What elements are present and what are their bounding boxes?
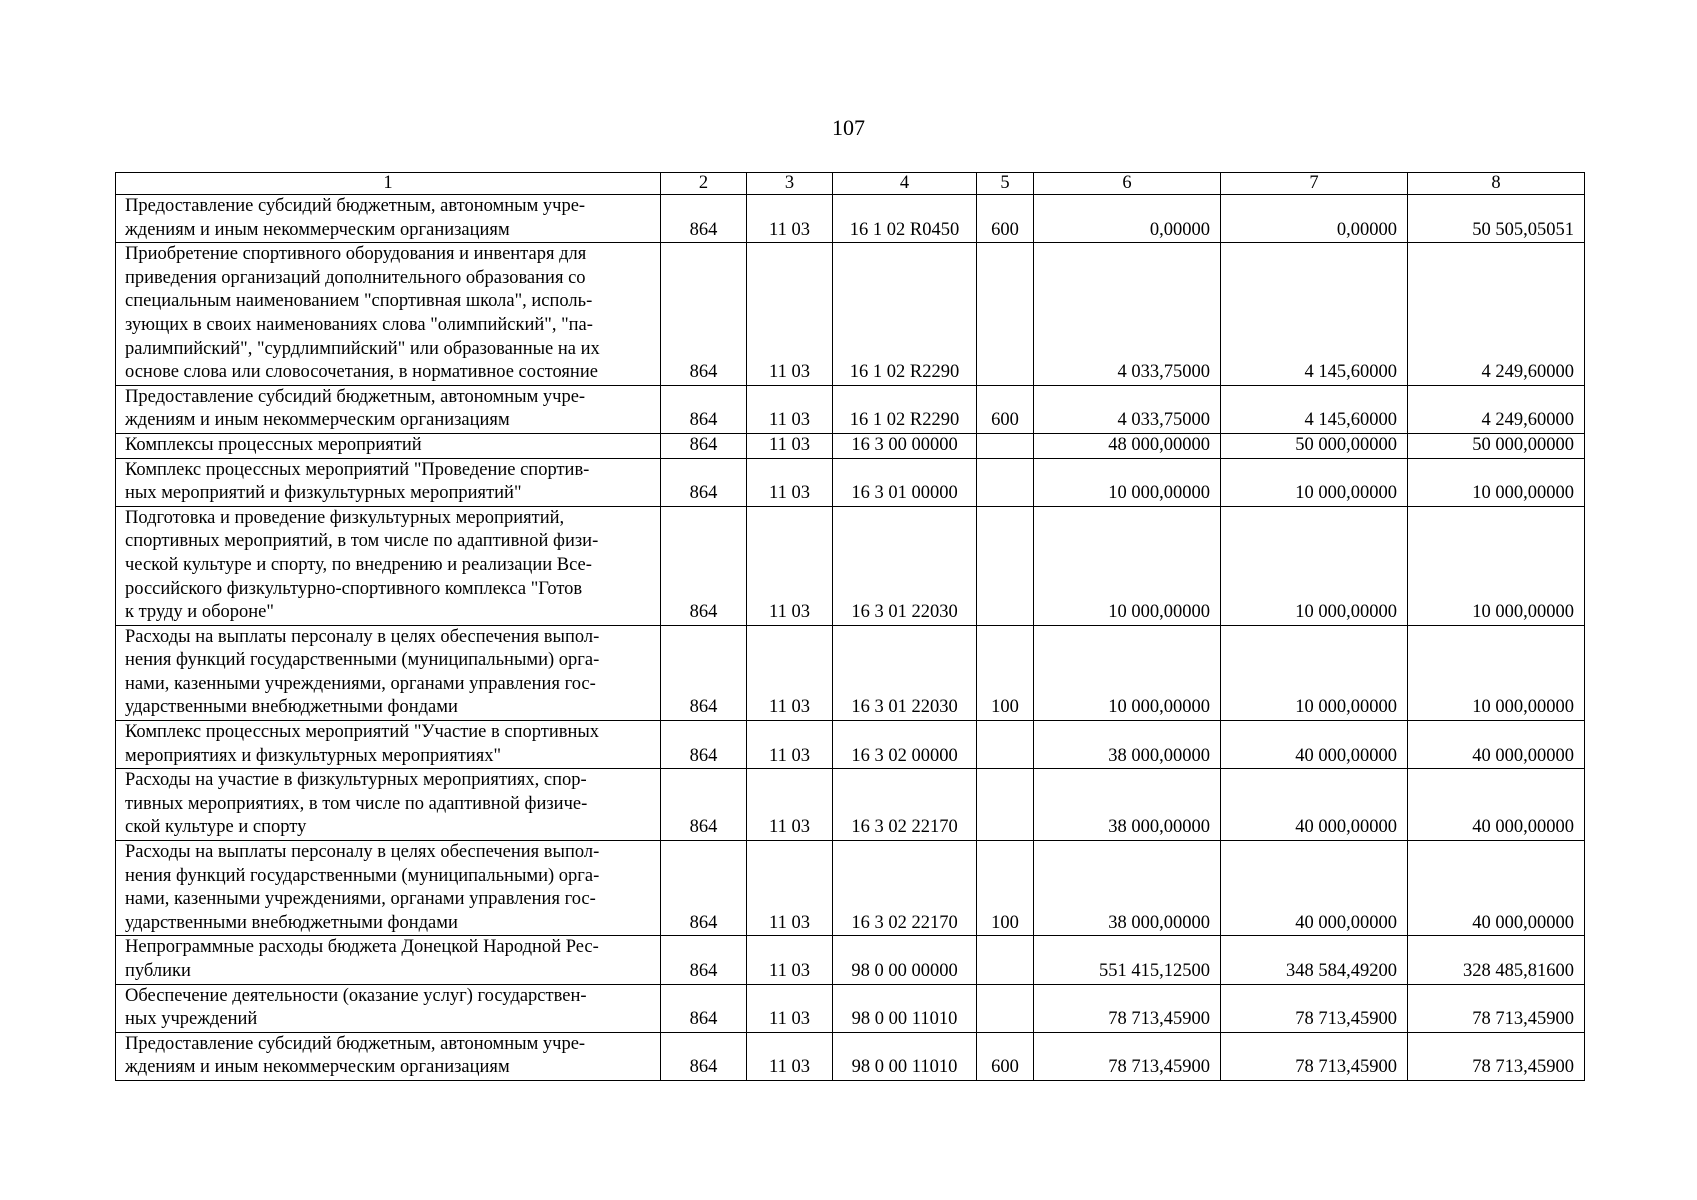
item-name-cell [116, 243, 661, 386]
target-article-cell: 16 3 01 00000 [833, 458, 977, 506]
item-name-line: Расходы на выплаты персоналу в целях обеспечения выпол- [125, 842, 600, 863]
amount-cell-6: 4 033,75000 [1034, 243, 1221, 386]
amount-cell-6: 10 000,00000 [1034, 458, 1221, 506]
item-name-line: ралимпийский", "сурдлимпийский" или образованные на их [125, 338, 600, 359]
item-name-line: Предоставление субсидий бюджетным, автономным учре- [125, 1033, 586, 1054]
table-row [116, 841, 1585, 936]
amount-cell-7: 0,00000 [1221, 195, 1408, 243]
amount-cell-7: 40 000,00000 [1221, 721, 1408, 769]
item-name-cell [116, 625, 661, 720]
budget-table [115, 172, 1585, 1081]
section-code-cell: 11 03 [747, 458, 833, 506]
amount-cell-8: 40 000,00000 [1408, 721, 1585, 769]
section-code-cell: 11 03 [747, 433, 833, 458]
item-name-line: ждениям и иным некоммерческим организациям [125, 219, 510, 240]
amount-cell-8: 50 505,05051 [1408, 195, 1585, 243]
header-cell-5: 5 [977, 173, 1034, 195]
item-name-line: Комплексы процессных мероприятий [125, 434, 422, 455]
item-name-line: к труду и обороне" [125, 602, 274, 623]
header-cell-1: 1 [116, 173, 661, 195]
amount-cell-7: 10 000,00000 [1221, 458, 1408, 506]
item-name-line: мероприятиях и физкультурных мероприятиях" [125, 745, 502, 766]
table-body [116, 173, 1585, 1081]
expense-type-cell [977, 721, 1034, 769]
amount-cell-6: 38 000,00000 [1034, 841, 1221, 936]
expense-type-cell [977, 984, 1034, 1032]
item-name-line: приведения организаций дополнительного образования со [125, 267, 586, 288]
section-code-cell: 11 03 [747, 841, 833, 936]
item-name-line: ждениям и иным некоммерческим организациям [125, 410, 510, 431]
amount-cell-7: 10 000,00000 [1221, 506, 1408, 625]
amount-cell-6: 78 713,45900 [1034, 984, 1221, 1032]
item-name-line: нения функций государственными (муниципальными) орга- [125, 865, 600, 886]
amount-cell-8: 40 000,00000 [1408, 841, 1585, 936]
item-name-line: Предоставление субсидий бюджетным, автономным учре- [125, 196, 586, 216]
ministry-code-cell: 864 [661, 458, 747, 506]
table-row [116, 243, 1585, 386]
expense-type-cell: 600 [977, 195, 1034, 243]
amount-cell-8: 10 000,00000 [1408, 506, 1585, 625]
table-row [116, 984, 1585, 1032]
header-cell-7: 7 [1221, 173, 1408, 195]
target-article-cell: 16 3 01 22030 [833, 625, 977, 720]
amount-cell-7: 78 713,45900 [1221, 984, 1408, 1032]
item-name-cell [116, 1032, 661, 1080]
expense-type-cell [977, 936, 1034, 984]
header-cell-8: 8 [1408, 173, 1585, 195]
table-row [116, 769, 1585, 841]
amount-cell-8: 10 000,00000 [1408, 625, 1585, 720]
target-article-cell: 16 3 02 22170 [833, 769, 977, 841]
header-cell-4: 4 [833, 173, 977, 195]
amount-cell-8: 40 000,00000 [1408, 769, 1585, 841]
section-code-cell: 11 03 [747, 625, 833, 720]
amount-cell-7: 40 000,00000 [1221, 841, 1408, 936]
target-article-cell: 98 0 00 11010 [833, 984, 977, 1032]
section-code-cell: 11 03 [747, 506, 833, 625]
item-name-cell [116, 984, 661, 1032]
expense-type-cell [977, 243, 1034, 386]
item-name-line: специальным наименованием "спортивная школа", исполь- [125, 291, 593, 312]
amount-cell-8: 328 485,81600 [1408, 936, 1585, 984]
item-name-cell [116, 721, 661, 769]
section-code-cell: 11 03 [747, 195, 833, 243]
section-code-cell: 11 03 [747, 243, 833, 386]
table-row [116, 195, 1585, 243]
item-name-cell [116, 936, 661, 984]
expense-type-cell [977, 506, 1034, 625]
item-name-line: ской культуре и спорту [125, 817, 307, 838]
amount-cell-6: 551 415,12500 [1034, 936, 1221, 984]
item-name-line: ударственными внебюджетными фондами [125, 697, 458, 718]
item-name-line: Непрограммные расходы бюджета Донецкой Народной Рес- [125, 937, 599, 958]
section-code-cell: 11 03 [747, 721, 833, 769]
amount-cell-8: 50 000,00000 [1408, 433, 1585, 458]
amount-cell-7: 50 000,00000 [1221, 433, 1408, 458]
ministry-code-cell: 864 [661, 243, 747, 386]
table-row [116, 385, 1585, 433]
item-name-line: основе слова или словосочетания, в нормативное состояние [125, 362, 598, 383]
table-row [116, 506, 1585, 625]
target-article-cell: 16 3 00 00000 [833, 433, 977, 458]
amount-cell-7: 40 000,00000 [1221, 769, 1408, 841]
table-row [116, 458, 1585, 506]
amount-cell-8: 10 000,00000 [1408, 458, 1585, 506]
target-article-cell: 16 3 01 22030 [833, 506, 977, 625]
amount-cell-7: 4 145,60000 [1221, 243, 1408, 386]
amount-cell-7: 10 000,00000 [1221, 625, 1408, 720]
item-name-line: тивных мероприятиях, в том числе по адаптивной физиче- [125, 793, 588, 814]
ministry-code-cell: 864 [661, 841, 747, 936]
item-name-cell [116, 385, 661, 433]
item-name-line: спортивных мероприятий, в том числе по адаптивной физи- [125, 531, 599, 552]
amount-cell-8: 4 249,60000 [1408, 243, 1585, 386]
table-row [116, 936, 1585, 984]
amount-cell-6: 78 713,45900 [1034, 1032, 1221, 1080]
amount-cell-6: 38 000,00000 [1034, 721, 1221, 769]
section-code-cell: 11 03 [747, 936, 833, 984]
amount-cell-6: 0,00000 [1034, 195, 1221, 243]
item-name-cell [116, 195, 661, 243]
ministry-code-cell: 864 [661, 433, 747, 458]
section-code-cell: 11 03 [747, 1032, 833, 1080]
ministry-code-cell: 864 [661, 769, 747, 841]
expense-type-cell: 100 [977, 625, 1034, 720]
header-cell-3: 3 [747, 173, 833, 195]
item-name-line: Комплекс процессных мероприятий "Участие в спортивных [125, 722, 600, 743]
amount-cell-8: 78 713,45900 [1408, 984, 1585, 1032]
item-name-line: российского физкультурно-спортивного комплекса "Готов [125, 578, 583, 599]
table-row [116, 1032, 1585, 1080]
target-article-cell: 16 3 02 22170 [833, 841, 977, 936]
ministry-code-cell: 864 [661, 936, 747, 984]
ministry-code-cell: 864 [661, 195, 747, 243]
expense-type-cell [977, 433, 1034, 458]
item-name-cell [116, 433, 661, 458]
target-article-cell: 98 0 00 00000 [833, 936, 977, 984]
section-code-cell: 11 03 [747, 984, 833, 1032]
expense-type-cell [977, 458, 1034, 506]
item-name-line: публики [125, 961, 191, 981]
target-article-cell: 16 1 02 R2290 [833, 243, 977, 386]
item-name-line: нами, казенными учреждениями, органами управления гос- [125, 673, 596, 694]
target-article-cell: 98 0 00 11010 [833, 1032, 977, 1080]
section-code-cell: 11 03 [747, 769, 833, 841]
amount-cell-6: 48 000,00000 [1034, 433, 1221, 458]
item-name-line: ждениям и иным некоммерческим организациям [125, 1057, 510, 1078]
item-name-line: Обеспечение деятельности (оказание услуг) государствен- [125, 985, 587, 1006]
header-cell-6: 6 [1034, 173, 1221, 195]
item-name-cell [116, 769, 661, 841]
item-name-line: Предоставление субсидий бюджетным, автономным учре- [125, 386, 586, 407]
table-row [116, 625, 1585, 720]
item-name-cell [116, 506, 661, 625]
amount-cell-8: 4 249,60000 [1408, 385, 1585, 433]
expense-type-cell: 600 [977, 385, 1034, 433]
item-name-line: Расходы на участие в физкультурных мероприятиях, спор- [125, 770, 587, 791]
page-number: 107 [832, 115, 865, 140]
amount-cell-6: 10 000,00000 [1034, 506, 1221, 625]
ministry-code-cell: 864 [661, 385, 747, 433]
amount-cell-7: 348 584,49200 [1221, 936, 1408, 984]
item-name-line: нения функций государственными (муниципальными) орга- [125, 650, 600, 671]
ministry-code-cell: 864 [661, 506, 747, 625]
table-row [116, 433, 1585, 458]
amount-cell-7: 4 145,60000 [1221, 385, 1408, 433]
expense-type-cell: 600 [977, 1032, 1034, 1080]
header-row [116, 173, 1585, 195]
item-name-line: Расходы на выплаты персоналу в целях обеспечения выпол- [125, 626, 600, 647]
item-name-line: Приобретение спортивного оборудования и инвентаря для [125, 244, 587, 265]
amount-cell-6: 38 000,00000 [1034, 769, 1221, 841]
item-name-line: Комплекс процессных мероприятий "Проведение спортив- [125, 459, 590, 480]
ministry-code-cell: 864 [661, 625, 747, 720]
item-name-line: зующих в своих наименованиях слова "олимпийский", "па- [125, 314, 593, 335]
item-name-line: ударственными внебюджетными фондами [125, 912, 458, 933]
item-name-cell [116, 841, 661, 936]
header-cell-2: 2 [661, 173, 747, 195]
table-row [116, 721, 1585, 769]
item-name-line: ческой культуре и спорту, по внедрению и реализации Все- [125, 554, 592, 575]
ministry-code-cell: 864 [661, 721, 747, 769]
ministry-code-cell: 864 [661, 984, 747, 1032]
target-article-cell: 16 3 02 00000 [833, 721, 977, 769]
item-name-line: ных учреждений [125, 1009, 258, 1030]
section-code-cell: 11 03 [747, 385, 833, 433]
amount-cell-6: 4 033,75000 [1034, 385, 1221, 433]
amount-cell-8: 78 713,45900 [1408, 1032, 1585, 1080]
amount-cell-7: 78 713,45900 [1221, 1032, 1408, 1080]
item-name-line: Подготовка и проведение физкультурных мероприятий, [125, 507, 565, 528]
expense-type-cell: 100 [977, 841, 1034, 936]
ministry-code-cell: 864 [661, 1032, 747, 1080]
target-article-cell: 16 1 02 R2290 [833, 385, 977, 433]
target-article-cell: 16 1 02 R0450 [833, 195, 977, 243]
item-name-line: ных мероприятий и физкультурных мероприятий" [125, 483, 522, 504]
item-name-cell [116, 458, 661, 506]
amount-cell-6: 10 000,00000 [1034, 625, 1221, 720]
expense-type-cell [977, 769, 1034, 841]
item-name-line: нами, казенными учреждениями, органами управления гос- [125, 889, 596, 910]
